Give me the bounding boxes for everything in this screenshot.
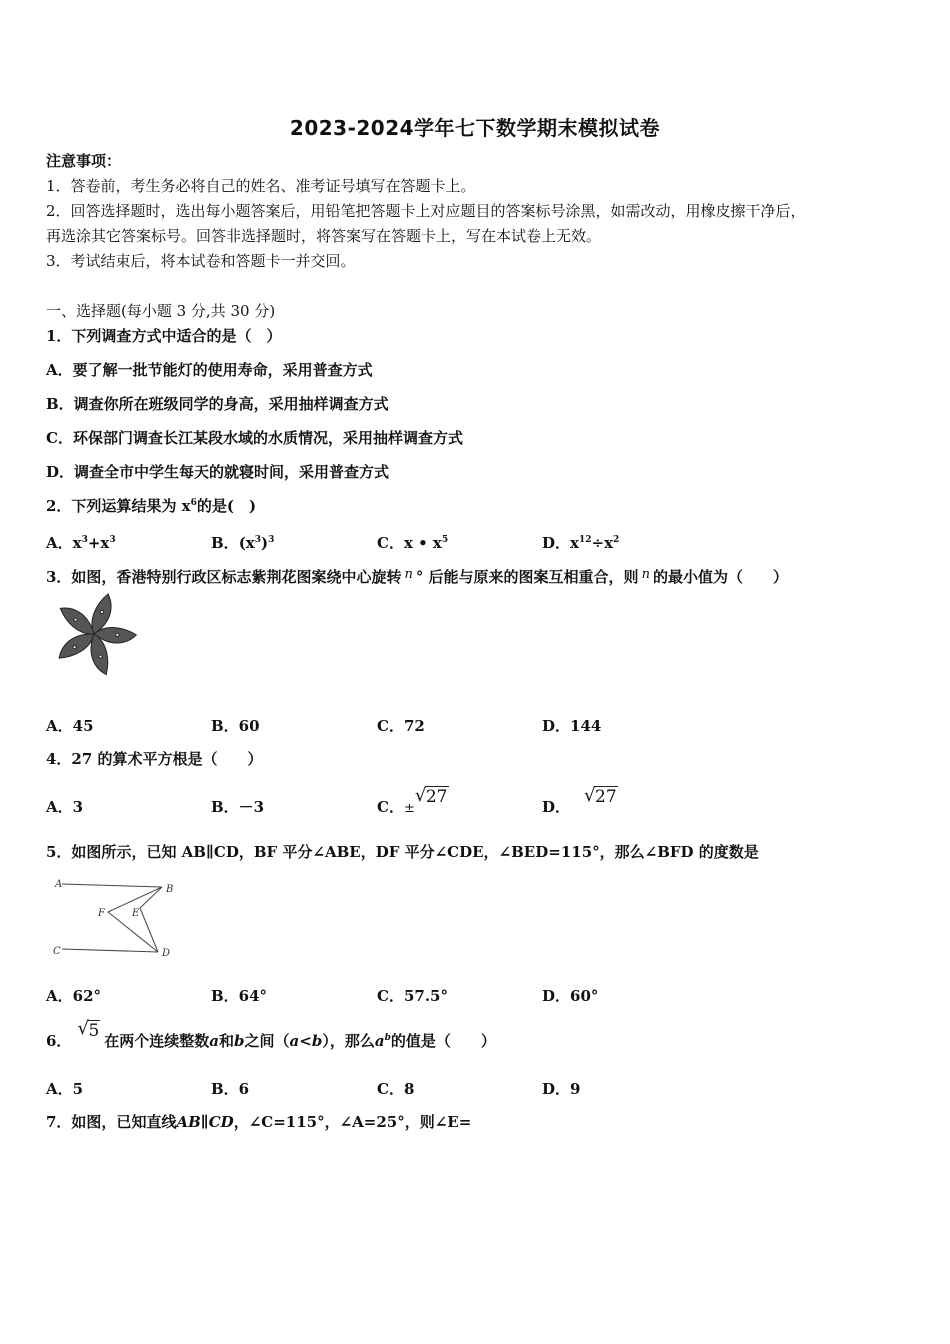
bauhinia-figure <box>48 590 140 678</box>
q4-option-d: D． √ 27 <box>542 785 617 816</box>
q1-option-c: C．环保部门调查长江某段水域的水质情况，采用抽样调查方式 <box>46 429 463 447</box>
notice-item: 再选涂其它答案标号。回答非选择题时，将答案写在答题卡上，写在本试卷上无效。 <box>46 227 602 245</box>
q1-option-d: D．调查全市中学生每天的就寝时间，采用普查方式 <box>46 463 390 481</box>
q3-option-b: B．60 <box>211 717 260 735</box>
q6-option-d: D．9 <box>542 1080 581 1098</box>
parallel-lines-figure <box>50 872 210 972</box>
question-1-stem: 1．下列调查方式中适合的是（ ） <box>46 327 282 345</box>
q3-option-a: A．45 <box>46 717 94 735</box>
line-cd <box>62 949 158 952</box>
q6-option-c: C．8 <box>377 1080 415 1098</box>
page-title: 2023-2024学年七下数学期末模拟试卷 <box>289 116 661 140</box>
line-ab <box>62 884 162 887</box>
label-a: A <box>55 879 63 890</box>
q6-option-a: A．5 <box>46 1080 84 1098</box>
question-5-stem: 5．如图所示，已知 AB∥CD，BF 平分∠ABE，DF 平分∠CDE，∠BED=115°，那么∠BFD 的度数是 <box>46 843 759 861</box>
notice-item: 1．答卷前，考生务必将自己的姓名、准考证号填写在答题卡上。 <box>46 177 476 195</box>
q4-option-a: A．3 <box>46 798 84 816</box>
q4-option-c: C．± √ 27 <box>377 785 448 816</box>
q5-option-d: D．60° <box>542 987 599 1005</box>
question-3-stem: 3．如图，香港特别行政区标志紫荆花图案绕中心旋转 n ° 后能与原来的图案互相重合，则 n 的最小值为（ ） <box>46 567 788 586</box>
question-2-stem: 2．下列运算结果为 $x^6$的是( ) <box>46 497 257 515</box>
q1-option-a: A．要了解一批节能灯的使用寿命，采用普查方式 <box>46 361 373 379</box>
q2-option-b: B．$(x^3)^3$ <box>211 534 275 552</box>
path-bed <box>140 887 162 952</box>
label-e: E <box>132 908 140 919</box>
q6-option-b: B．6 <box>211 1080 250 1098</box>
question-6-stem: 6． √ 5 在两个连续整数a和b之间（a<b），那么$a^b$的值是（ ） <box>46 1018 496 1050</box>
notice-item: 2．回答选择题时，选出每小题答案后，用铅笔把答题卡上对应题目的答案标号涂黑，如需改动，用橡皮擦干净后， <box>46 202 806 220</box>
section-heading: 一、选择题(每小题 3 分,共 30 分) <box>46 302 276 320</box>
q1-option-b: B．调查你所在班级同学的身高，采用抽样调查方式 <box>46 395 389 413</box>
q5-option-c: C．57.5° <box>377 987 448 1005</box>
q5-option-b: B．64° <box>211 987 268 1005</box>
label-b: B <box>166 884 174 895</box>
q2-option-c: C．x • $x^5$ <box>377 534 449 552</box>
label-f: F <box>98 908 105 919</box>
question-4-stem: 4．27 的算术平方根是（ ） <box>46 750 263 768</box>
q3-option-d: D．144 <box>542 717 602 735</box>
q3-option-c: C．72 <box>377 717 425 735</box>
q5-option-a: A．62° <box>46 987 102 1005</box>
label-c: C <box>53 946 61 957</box>
q2-option-a: A．$x^3+x^3$ <box>46 534 116 552</box>
q4-option-b: B．－3 <box>211 798 265 816</box>
notice-heading: 注意事项： <box>46 152 122 170</box>
notice-item: 3．考试结束后，将本试卷和答题卡一并交回。 <box>46 252 356 270</box>
question-7-stem: 7．如图，已知直线AB∥CD，∠C=115°，∠A=25°，则∠E= <box>46 1113 472 1131</box>
label-d: D <box>162 948 171 959</box>
q2-option-d: D．$x^{12}\div x^2$ <box>542 534 620 552</box>
